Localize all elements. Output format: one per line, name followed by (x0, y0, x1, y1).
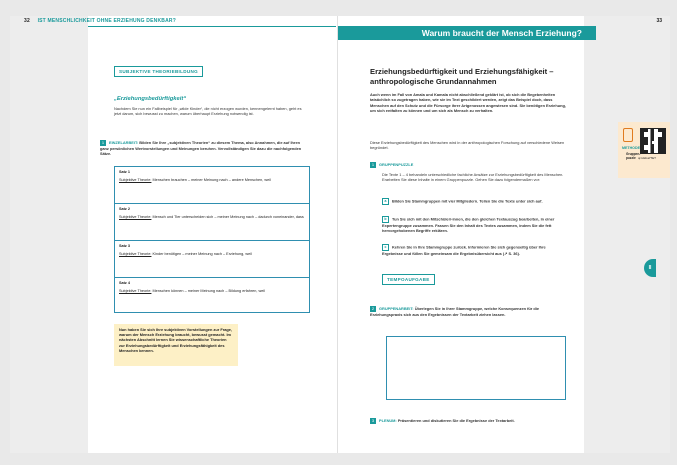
row-label: Subjektive Theorie: (119, 252, 152, 256)
sentence-table (114, 166, 310, 313)
task-label: EINZELARBEIT: (109, 140, 139, 146)
row-title: Satz 1 (119, 170, 130, 174)
note-text: Nun haben Sie sich Ihre subjektiven Vorstellungen zur Frage, warum der Mensch Erziehung braucht, bewusst gemacht. Im nächsten Abschnitt lernen Sie wissenschaftliche Theorien zur Erziehungsbedürftigkeit und Erziehungsfähigkeit des Menschen kennen. (119, 327, 232, 353)
running-header (24, 18, 176, 24)
step-text: Bilden Sie Stammgruppen mit vier Mitgliedern. Teilen Sie die Texte unter sich auf. (392, 198, 543, 204)
section-tag: SUBJEKTIVE THEORIEBILDUNG (114, 66, 203, 77)
left-margin-column (10, 16, 88, 453)
row-text: Kinder benötigen – meiner Meinung nach – Erziehung, weil (152, 252, 252, 256)
step-marker: c (382, 244, 389, 251)
task-text: Bilden Sie Ihre „subjektiven Theorien“ zu diesem Thema, also Annahmen, die auf Ihren ganz persönlichen Wertvorstellungen und Meinungen beruhen. Vervollständigen Sie dazu die nachfolgenden Sätze. (100, 140, 302, 157)
row-label: Subjektive Theorie: (119, 289, 152, 293)
step-text: Kehren Sie in Ihre Stammgruppe zurück. Informieren Sie sich gegenseitig über Ihre Ergebnisse und füllen Sie gemeinsam die Ergebnisübersicht aus (↗ S. 36). (382, 244, 546, 256)
task-number: 1 (371, 162, 375, 167)
task-group-puzzle (370, 162, 566, 168)
row-text: Menschen brauchen – meiner Meinung nach – andere Menschen, weil (152, 178, 271, 182)
right-margin-column (584, 16, 670, 453)
info-note (114, 324, 238, 366)
section-heading: „Erziehungsbedürftigkeit“ (114, 96, 187, 102)
article-intro (370, 92, 566, 114)
task-label: GRUPPENARBEIT: (379, 306, 414, 312)
row-title: Satz 3 (119, 244, 130, 248)
row-label: Subjektive Theorie: (119, 178, 152, 182)
step-marker: b (382, 216, 389, 223)
task-number: 1 (101, 140, 105, 145)
left-page (10, 16, 338, 453)
intro-paragraph: Nachdem Sie nun ein Fallbeispiel für „wilde Kinder“, die nicht erzogen wurden, kennengelernt haben, geht es jetzt darum, sich bewusst zu machen, warum überhaupt Erziehung notwendig ist. (114, 106, 302, 117)
table-row[interactable] (115, 167, 309, 204)
task-number: 2 (371, 306, 375, 311)
task-label: GRUPPENPUZZLE (379, 162, 414, 168)
step-marker: a (382, 198, 389, 205)
table-row[interactable] (115, 241, 309, 278)
page-number-left: 32 (24, 18, 30, 24)
task-label: PLENUM: (379, 418, 397, 424)
article-intro-text: Auch wenn im Fall von Amala und Kamala nicht abschließend geklärt ist, ob sich die Begebenheiten tatsächlich so zugetragen haben, wie sie im Text geschildert werden, zeigt das Beispiel doch, dass Menschen auf den Schutz und die Fürsorge ihrer Artgenossen angewiesen sind. Sie benötigen Erziehung, um sich entfalten zu können und um sich als Mensch zu verhalten. (370, 92, 566, 114)
right-page (338, 16, 670, 453)
task-text: Präsentieren und diskutieren Sie die Ergebnisse der Textarbeit. (397, 418, 515, 424)
table-row[interactable] (115, 278, 309, 312)
running-header-text: IST MENSCHLICHKEIT OHNE ERZIEHUNG DENKBAR? (37, 18, 176, 24)
task-group-puzzle-text: Die Texte 1 – 4 behandeln unterschiedliche fachliche Ansätze zur Erziehungsbedürftigkeit des Menschen. Erarbeiten Sie diese Inhalte in einem Gruppenpuzzle. Gehen Sie dazu folgendermaßen vor: (382, 172, 564, 183)
step-a (382, 198, 566, 205)
smartphone-icon (623, 128, 633, 142)
method-code: qr.tdsfo2/TET (638, 156, 657, 160)
tempo-tag: TEMPOAUFGABE (382, 274, 435, 285)
task-1 (100, 140, 304, 157)
qr-code-icon (640, 128, 666, 154)
task-text: Überlegen Sie in Ihrer Stammgruppe, welche Konsequenzen für die Erziehungspraxis sich aus den Ergebnissen der Textarbeit ziehen lassen. (370, 306, 539, 317)
method-box[interactable] (618, 122, 670, 178)
header-rule (88, 26, 336, 27)
row-title: Satz 4 (119, 281, 130, 285)
row-title: Satz 2 (119, 207, 130, 211)
task-2 (370, 306, 566, 317)
page-number-right: 33 (656, 18, 662, 24)
task-3 (370, 418, 566, 424)
step-c (382, 244, 566, 256)
table-row[interactable] (115, 204, 309, 241)
row-text: Menschen können – meiner Meinung nach – Bildung erfahren, weil (152, 289, 265, 293)
answer-box[interactable] (386, 336, 566, 400)
task-number: 3 (371, 418, 375, 423)
method-label: METHODE (622, 146, 640, 150)
row-text: Mensch und Tier unterscheiden sich – meiner Meinung nach – dadurch voneinander, dass (152, 215, 304, 219)
method-sub: Gruppen-puzzle (626, 152, 641, 160)
step-text: Tun Sie sich mit den Mitschüler/-innen, die den gleichen Textauszug bearbeiten, in einer Expertengruppe zusammen. Fassen Sie den Inhalt des Textes zusammen, indem Sie die fett hervorgehobenen Begriffe erklären. (382, 216, 555, 234)
article-intro-2-text: Diese Erziehungsbedürftigkeit des Menschen wird in der anthropologischen Forschung auf verschiedene Weisen begründet. (370, 140, 565, 151)
chapter-banner: Warum braucht der Mensch Erziehung? (338, 26, 596, 40)
article-title: Erziehungsbedürftigkeit und Erziehungsfähigkeit – anthropologische Grundannahmen (370, 67, 554, 86)
chapter-side-tab[interactable]: II (644, 259, 656, 277)
article-intro-2 (370, 140, 566, 151)
step-b (382, 216, 566, 234)
row-label: Subjektive Theorie: (119, 215, 152, 219)
